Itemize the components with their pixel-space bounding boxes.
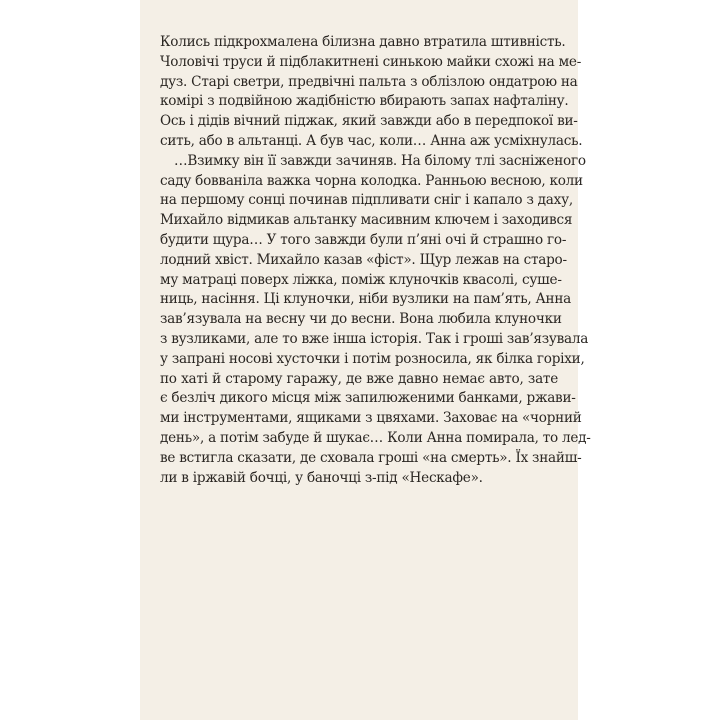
text-line: ли в іржавій бочці, у баночці з-під «Нескафе». xyxy=(160,469,483,486)
text-line: день», а потім забуде й шукає… Коли Анна помирала, то лед- xyxy=(160,429,591,446)
text-line: зав’язувала на весну чи до весни. Вона любила клуночки xyxy=(160,311,562,328)
text-line: з вузликами, але то вже інша історія. Так і гроші зав’язувала xyxy=(160,330,589,347)
text-line: ниць, насіння. Ці клуночки, ніби вузлики на пам’ять, Анна xyxy=(160,291,572,308)
text-line: ве встигла сказати, де сховала гроші «на смерть». Їх знайш- xyxy=(160,449,582,466)
text-line: будити щура… У того завжди були п’яні очі й страшно го- xyxy=(160,231,567,248)
text-line: ми інструментами, ящиками з цвяхами. Заховає на «чорний xyxy=(160,410,582,427)
text-line: є безліч дикого місця між запилюженими банками, ржави- xyxy=(160,390,576,407)
text-line: саду бовваніла важка чорна колодка. Ранньою весною, коли xyxy=(160,172,583,189)
book-page xyxy=(140,0,591,720)
text-line: комірі з подвійною жадібністю вбирають запах нафталіну. xyxy=(160,93,569,110)
text-line: сить, або в альтанці. А був час, коли… Анна аж усміхнулась. xyxy=(160,132,583,149)
text-line: Ось і дідів вічний піджак, який завжди або в передпокої ви- xyxy=(160,113,578,130)
text-line: по хаті й старому гаражу, де вже давно немає авто, зате xyxy=(160,370,558,387)
text-line: на першому сонці починав підпливати сніг і капало з даху, xyxy=(160,192,573,209)
text-line: у запрані носові хусточки і потім розносила, як білка горіхи, xyxy=(160,350,585,367)
text-line: лодний хвіст. Михайло казав «фіст». Щур лежав на старо- xyxy=(160,251,567,268)
text-line: Колись підкрохмалена білизна давно втратила штивність. xyxy=(160,34,566,50)
text-line: му матраці поверх ліжка, поміж клуночків квасолі, суше- xyxy=(160,271,562,288)
text-line: Михайло відмикав альтанку масивним ключем і заходився xyxy=(160,212,573,229)
body-text xyxy=(160,33,591,488)
text-line: Чоловічі труси й підблакитнені синькою майки схожі на ме- xyxy=(160,53,582,70)
text-line: дуз. Старі светри, предвічні пальта з облізлою ондатрою на xyxy=(160,73,578,90)
text-line: …Взимку він її завжди зачиняв. На білому тлі засніженого xyxy=(174,152,586,169)
